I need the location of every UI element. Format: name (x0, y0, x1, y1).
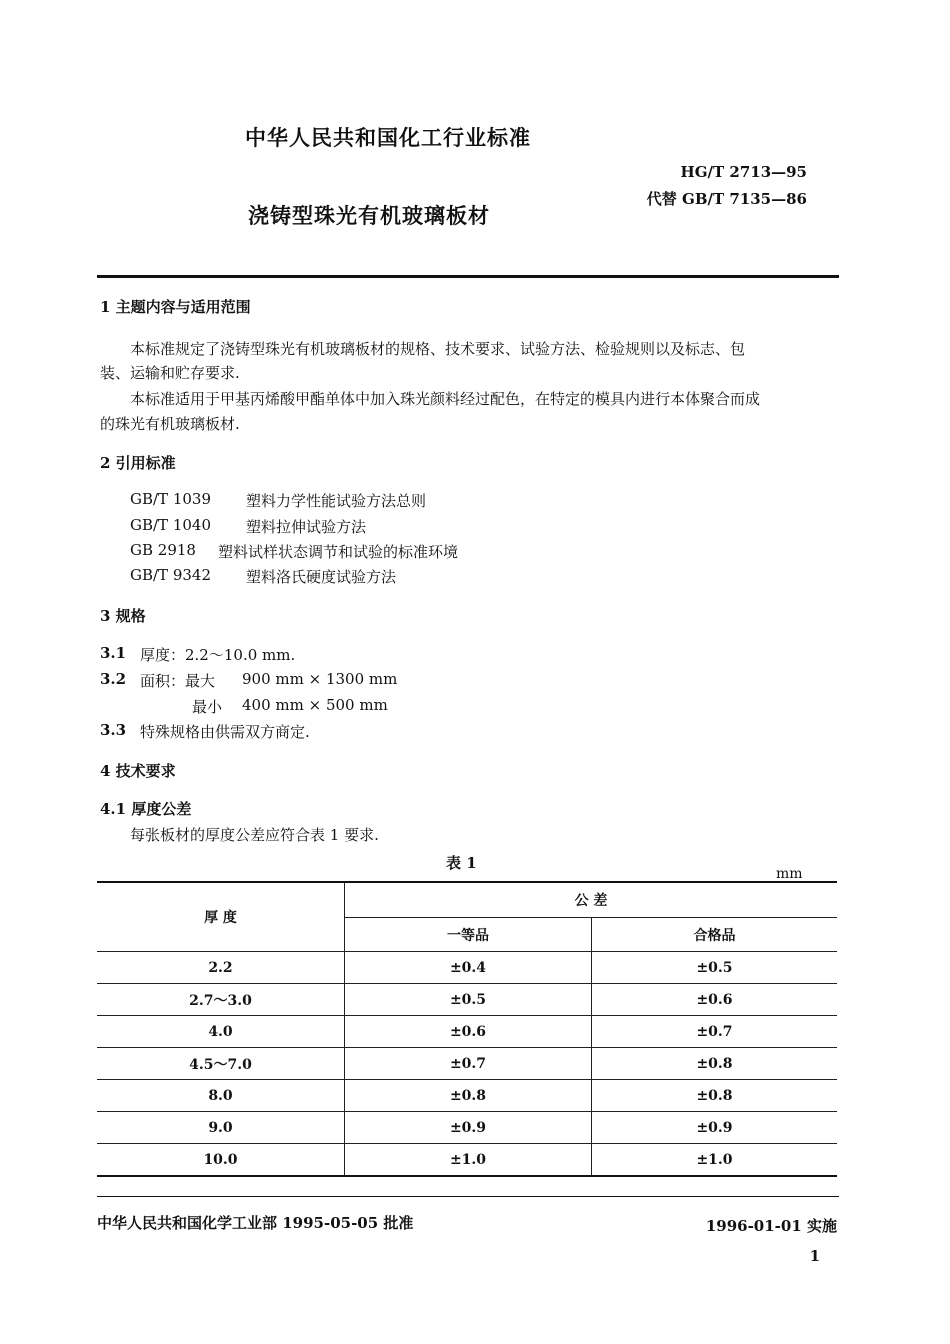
cell-grade-2: ±0.9 (592, 1112, 838, 1144)
table-row (97, 1016, 837, 1048)
cell-thickness: 4.0 (97, 1016, 345, 1048)
effective-date: 1996-01-01 实施 (705, 1217, 837, 1235)
table-row (97, 952, 837, 984)
table-row (97, 1048, 837, 1080)
table-unit: mm (776, 866, 803, 882)
cell-thickness: 2.2 (97, 952, 345, 984)
area-max-value: 900 mm × 1300 mm (242, 670, 398, 688)
approval-line: 中华人民共和国化学工业部 1995-05-05 批准 (97, 1214, 414, 1232)
standard-code: HG/T 2713—95 (680, 163, 807, 181)
clause-3-1-number: 3.1 (100, 644, 127, 662)
ref-code: GB/T 1040 (130, 516, 212, 534)
cell-thickness: 4.5～7.0 (97, 1048, 345, 1080)
clause-4-1-text: 每张板材的厚度公差应符合表 1 要求. (130, 826, 379, 844)
cell-grade-2: ±0.8 (592, 1080, 838, 1112)
cell-grade-2: ±0.5 (592, 952, 838, 984)
cell-grade-2: ±1.0 (592, 1144, 838, 1177)
footer-rule (97, 1196, 839, 1197)
section-2-heading: 2 引用标准 (100, 454, 176, 472)
cell-thickness: 9.0 (97, 1112, 345, 1144)
table-row (97, 984, 837, 1016)
standard-org: 中华人民共和国化工行业标准 (245, 125, 531, 150)
cell-grade-1: ±0.4 (345, 952, 592, 984)
page-number: 1 (809, 1247, 820, 1265)
cell-grade-1: ±1.0 (345, 1144, 592, 1177)
section-1-para-2a: 本标准适用于甲基丙烯酸甲酯单体中加入珠光颜料经过配色，在特定的模具内进行本体聚合而成 (130, 390, 761, 408)
replaced-standard: 代替 GB/T 7135—86 (646, 190, 807, 208)
section-3-heading: 3 规格 (100, 607, 146, 625)
section-1-para-1a: 本标准规定了浇铸型珠光有机玻璃板材的规格、技术要求、试验方法、检验规则以及标志、包 (130, 340, 746, 358)
header-tolerance: 公 差 (345, 882, 838, 918)
header-thickness: 厚 度 (97, 882, 345, 952)
section-1-heading: 1 主题内容与适用范围 (100, 298, 251, 316)
ref-code: GB 2918 (130, 541, 196, 559)
cell-grade-1: ±0.7 (345, 1048, 592, 1080)
table-caption: 表 1 (446, 854, 477, 872)
cell-grade-2: ±0.8 (592, 1048, 838, 1080)
section-1-para-2b: 的珠光有机玻璃板材. (100, 415, 240, 433)
cell-grade-2: ±0.7 (592, 1016, 838, 1048)
clause-4-1-heading: 4.1 厚度公差 (100, 800, 192, 818)
ref-code: GB/T 1039 (130, 490, 212, 508)
section-1-para-1b: 装、运输和贮存要求. (100, 364, 240, 382)
area-min-label: 最小 (192, 698, 223, 716)
cell-grade-1: ±0.6 (345, 1016, 592, 1048)
cell-thickness: 10.0 (97, 1144, 345, 1177)
header-grade-2: 合格品 (592, 918, 838, 952)
table-row (97, 1080, 837, 1112)
ref-title: 塑料拉伸试验方法 (246, 518, 367, 536)
cell-grade-2: ±0.6 (592, 984, 838, 1016)
cell-thickness: 8.0 (97, 1080, 345, 1112)
clause-3-1-text: 厚度：2.2～10.0 mm. (140, 646, 296, 664)
clause-3-3-number: 3.3 (100, 721, 127, 739)
ref-title: 塑料力学性能试验方法总则 (246, 492, 427, 510)
clause-3-3-text: 特殊规格由供需双方商定. (140, 723, 310, 741)
section-4-heading: 4 技术要求 (100, 762, 176, 780)
clause-3-2-label: 面积：最大 (140, 672, 216, 690)
cell-thickness: 2.7～3.0 (97, 984, 345, 1016)
area-min-value: 400 mm × 500 mm (242, 696, 388, 714)
document-title: 浇铸型珠光有机玻璃板材 (248, 203, 490, 228)
table-row (97, 1144, 837, 1177)
ref-title: 塑料试样状态调节和试验的标准环境 (218, 543, 459, 561)
ref-code: GB/T 9342 (130, 566, 212, 584)
ref-title: 塑料洛氏硬度试验方法 (246, 568, 397, 586)
cell-grade-1: ±0.9 (345, 1112, 592, 1144)
cell-grade-1: ±0.5 (345, 984, 592, 1016)
header-grade-1: 一等品 (345, 918, 592, 952)
header-rule (97, 275, 839, 278)
clause-3-2-number: 3.2 (100, 670, 127, 688)
table-row (97, 1112, 837, 1144)
tolerance-table (97, 881, 837, 1177)
cell-grade-1: ±0.8 (345, 1080, 592, 1112)
